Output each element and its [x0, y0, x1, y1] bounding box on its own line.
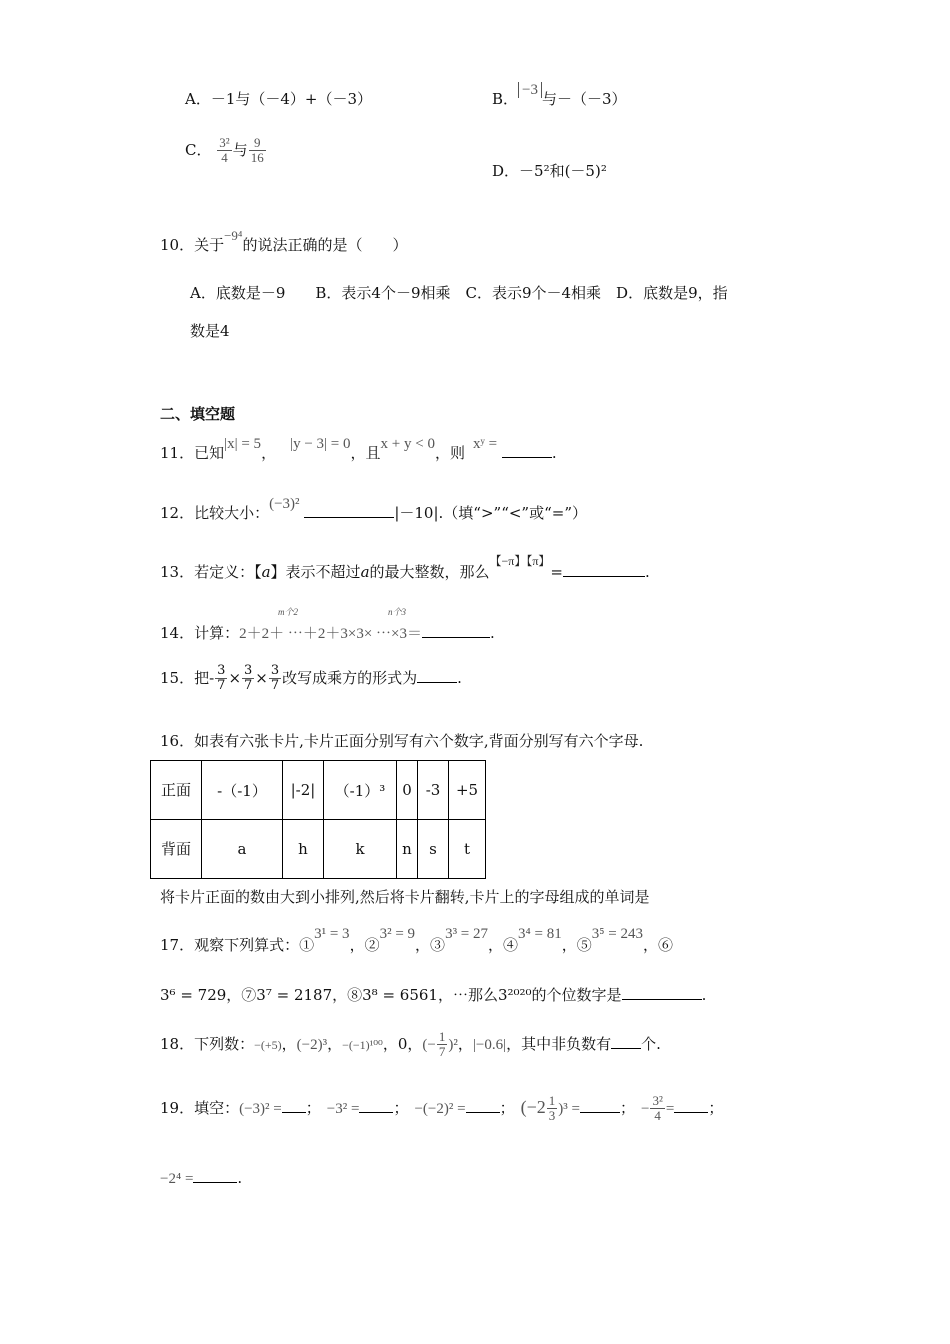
- card-front-cell: 0: [397, 761, 418, 820]
- q15-p1: 15．把-: [160, 668, 215, 687]
- q10-stem: [160, 224, 408, 254]
- q17-line2-text: 3⁶ = 729，⑦3⁷ = 2187，⑧3⁸ = 6561，⋯那么3²⁰²⁰的个位数字是: [160, 986, 622, 1004]
- q10-options: A．底数是－9 B．表示4个－9相乘 C．表示9个－4相乘 D．底数是9，指: [190, 284, 728, 302]
- q19-c1: ；: [305, 1098, 321, 1117]
- q15-p2: 改写成乘方的形式为: [282, 668, 418, 687]
- q13: [160, 549, 650, 581]
- q18-math4-frac: [437, 1030, 448, 1060]
- q18-c4: ，: [457, 1034, 473, 1053]
- q19-end: .: [237, 1169, 243, 1187]
- q19-blank-5[interactable]: [674, 1098, 708, 1113]
- q13-p3: 的最大整数，那么: [369, 563, 490, 581]
- q18-math3: −(−1)¹⁰⁰: [342, 1037, 383, 1052]
- card-back-cell: h: [283, 820, 324, 879]
- frac1-den: 4: [221, 150, 228, 166]
- q14: [160, 622, 495, 643]
- card-table-head-front: 正面: [151, 761, 202, 820]
- q10-stem-post: 的说法正确的是（ ）: [242, 236, 408, 254]
- q15-frac3-den: 7: [270, 678, 280, 694]
- card-back-cell: k: [324, 820, 397, 879]
- q11-end: .: [551, 444, 557, 462]
- card-front-cell: （-1）³: [324, 761, 397, 820]
- q19-c4: ；: [619, 1098, 635, 1117]
- q11-math2: |y − 3| = 0: [290, 436, 351, 452]
- q17-p1: 17．观察下列算式：①: [160, 936, 315, 954]
- card-front-cell: -（-1）: [202, 761, 283, 820]
- q17-sep1: ，②: [349, 936, 380, 954]
- q15: [160, 664, 462, 694]
- q12-math1: (−3)²: [269, 496, 300, 512]
- q10-stem-pre: 10．关于: [160, 236, 225, 254]
- q13-var2: a: [360, 563, 370, 581]
- q18-p1: 18．下列数：: [160, 1034, 255, 1053]
- q9-option-c: [185, 136, 267, 166]
- q9-option-b-rest: 与－（－3）: [542, 90, 627, 108]
- q14-end: .: [490, 624, 495, 642]
- q19-math4-pre: (−2: [520, 1096, 546, 1117]
- q15-times-1: ×: [228, 668, 242, 687]
- q11-math4: xʸ =: [472, 436, 498, 452]
- q9-option-b-abs: −3: [518, 82, 542, 98]
- q9-option-c-frac2: [249, 136, 266, 166]
- q11-p3: ，且: [350, 444, 381, 462]
- q19-c3: ；: [499, 1098, 515, 1117]
- card-table-row-front: [151, 761, 486, 820]
- q15-times-2: ×: [255, 668, 268, 687]
- card-front-cell: |-2|: [283, 761, 324, 820]
- q13-answer-blank[interactable]: [563, 562, 645, 577]
- q19-math4-frac: [547, 1094, 558, 1124]
- q17-end: .: [701, 986, 707, 1004]
- q17-line2: [160, 984, 706, 1005]
- q18-c1: ，: [281, 1034, 297, 1053]
- q10-options-cont: 数是4: [190, 322, 230, 340]
- section-title-fill-blank: 二、填空题: [160, 405, 236, 423]
- q19-frac4-num: 1: [548, 1093, 556, 1108]
- frac2-den: 16: [250, 150, 264, 166]
- q17-eq2: 3² = 9: [379, 926, 416, 942]
- q18-math2: (−2)³: [296, 1036, 328, 1053]
- q17-eq3: 3³ = 27: [445, 926, 489, 942]
- q18-math4-post: )²: [448, 1036, 458, 1053]
- q14-answer-blank[interactable]: [422, 623, 490, 638]
- card-back-cell: s: [418, 820, 449, 879]
- q11-math1: |x| = 5: [224, 436, 262, 452]
- q14-math3: × ⋯×3＝: [363, 626, 422, 642]
- q19-blank-4[interactable]: [580, 1098, 620, 1113]
- q19-frac5-num: 3²: [652, 1093, 663, 1108]
- q12: [160, 492, 588, 522]
- q19-math5-pre: −: [640, 1100, 650, 1117]
- frac2-num: 9: [249, 136, 266, 151]
- q15-frac-2: [242, 664, 254, 694]
- q18-c3: ，0，: [382, 1034, 423, 1053]
- card-front-cell: +5: [449, 761, 486, 820]
- q17-eq4: 3⁴ = 81: [518, 926, 562, 942]
- q18-frac-num: 1: [438, 1029, 446, 1044]
- q9-option-c-label: C．: [185, 140, 212, 159]
- q14-p1: 14．计算：: [160, 624, 240, 642]
- card-back-cell: n: [397, 820, 418, 879]
- q17-eq5: 3⁵ = 243: [591, 926, 643, 942]
- q15-end: .: [457, 668, 462, 687]
- q19-math5-frac: [650, 1094, 664, 1124]
- q17-sep2: ，③: [415, 936, 446, 954]
- q15-frac3-num: 3: [270, 663, 280, 678]
- q13-text: [160, 563, 490, 581]
- q15-frac1-num: 3: [217, 663, 226, 678]
- q18-c2: ，: [327, 1034, 343, 1053]
- q9-option-c-frac1: [217, 136, 231, 166]
- q13-end: .: [645, 563, 650, 581]
- q19-math2: −3² =: [326, 1100, 360, 1117]
- q13-p2: 】表示不超过: [270, 563, 361, 581]
- q19-math3: −(−2)² =: [414, 1100, 466, 1117]
- q9-option-a: A．－1与（－4）+（－3）: [185, 90, 373, 108]
- q18-math5: |−0.6|: [472, 1036, 507, 1053]
- q18-p3: 个.: [641, 1034, 661, 1053]
- q13-var: a: [261, 563, 271, 581]
- q15-frac1-den: 7: [217, 678, 226, 694]
- q12-answer-blank[interactable]: [304, 503, 394, 518]
- q18-frac-den: 7: [438, 1044, 446, 1060]
- q17-eq1: 3¹ = 3: [314, 926, 350, 942]
- q17-sep5: ，⑥: [642, 936, 673, 954]
- q19-frac4-den: 3: [548, 1108, 556, 1124]
- q19-frac5-den: 4: [654, 1108, 661, 1124]
- q12-p1: 12．比较大小：: [160, 504, 270, 522]
- q9-option-b-label: B．: [492, 90, 519, 108]
- q19-line2: [160, 1168, 242, 1188]
- frac1-num: 3²: [219, 135, 230, 150]
- q15-frac-1: [215, 664, 227, 694]
- q19-blank-2[interactable]: [359, 1098, 393, 1113]
- q15-frac2-num: 3: [244, 663, 253, 678]
- q19-math5-post: =: [665, 1100, 675, 1117]
- q14-math2: ＋ ⋯＋2＋3×3: [269, 626, 364, 642]
- q18: [160, 1030, 661, 1060]
- q16-after-text: 将卡片正面的数由大到小排列,然后将卡片翻转,卡片上的字母组成的单词是: [160, 888, 650, 906]
- q19-c2: ；: [393, 1098, 409, 1117]
- q9-option-d: D．－5²和(－5)²: [492, 162, 607, 180]
- q18-math1: −(+5): [254, 1037, 282, 1052]
- q11-p2: ，: [261, 444, 277, 462]
- q16-stem: 16．如表有六张卡片,卡片正面分别写有六个数字,背面分别写有六个字母.: [160, 732, 644, 750]
- q19-math1: (−3)² =: [239, 1100, 282, 1117]
- q13-p4: =: [550, 563, 563, 581]
- q14-overbrace-label-1: m个2: [278, 607, 298, 617]
- q17-sep4: ，⑤: [561, 936, 592, 954]
- q19-math6: −2⁴ =: [160, 1171, 194, 1187]
- q15-frac2-den: 7: [244, 678, 253, 694]
- q18-p2: ，其中非负数有: [506, 1034, 612, 1053]
- q17-answer-blank[interactable]: [622, 985, 702, 1000]
- q11-math3: x + y < 0: [380, 436, 435, 452]
- q19-math4-post: )³ =: [558, 1100, 580, 1117]
- card-table: [150, 760, 486, 879]
- card-table-row-back: [151, 820, 486, 879]
- q19-blank-3[interactable]: [466, 1098, 500, 1113]
- q14-math1: 2＋2: [239, 626, 270, 642]
- q15-frac-3: [269, 664, 281, 694]
- q9-option-b: [492, 78, 627, 108]
- card-back-cell: a: [202, 820, 283, 879]
- card-back-cell: t: [449, 820, 486, 879]
- card-table-head-back: 背面: [151, 820, 202, 879]
- q11-p4: ，则: [434, 444, 465, 462]
- q19-p1: 19．填空：: [160, 1098, 240, 1117]
- q15-answer-blank[interactable]: [417, 668, 457, 683]
- q10-stem-math: −9⁴: [224, 228, 243, 243]
- card-front-cell: -3: [418, 761, 449, 820]
- q9-option-c-mid: 与: [232, 140, 248, 159]
- q19-line1: [160, 1094, 723, 1124]
- q18-math4-pre: (−: [422, 1036, 436, 1053]
- q19-blank-6[interactable]: [193, 1168, 237, 1183]
- q18-answer-blank[interactable]: [611, 1034, 641, 1049]
- q13-math1: 【−π】【π】: [489, 554, 551, 568]
- q11-p1: 11．已知: [160, 444, 225, 462]
- q11: [160, 432, 557, 462]
- q12-p2: |－10|.（填“>”“<”或“=”）: [394, 504, 588, 522]
- q19-blank-1[interactable]: [282, 1098, 306, 1113]
- q17-line1: [160, 922, 673, 954]
- q17-sep3: ，④: [488, 936, 519, 954]
- q13-p1: 13．若定义：【: [160, 563, 262, 581]
- q19-c5: ；: [708, 1098, 724, 1117]
- q14-overbrace-label-2: n个3: [388, 607, 407, 617]
- q11-answer-blank[interactable]: [502, 443, 552, 458]
